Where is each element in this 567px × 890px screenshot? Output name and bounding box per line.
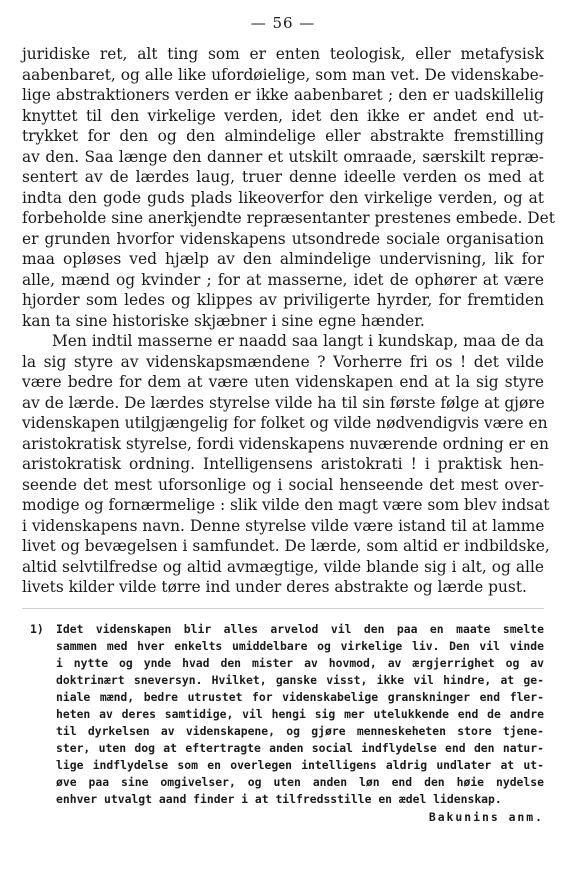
footnote <box>22 621 544 826</box>
footnote-line: doktrinært sneversyn. Hvilket, ganske visst, ikke vil hindre, at ge- <box>56 672 544 687</box>
footnote-signature: Bakunins anm. <box>428 809 544 824</box>
paragraph-line: er grunden hvorfor videnskapens utsondrede sociale organisation <box>22 229 544 248</box>
footnote-line: øve paa sine omgivelser, og uten anden løn end den høie nydelse <box>56 775 544 790</box>
footnote-line: Idet videnskapen blir alles arvelod vil den paa en maate smelte <box>56 621 544 636</box>
paragraph-line: aristokratisk ordning. Intelligensens aristokrati ! i praktisk hen- <box>22 455 544 473</box>
paragraph-line: Men indtil masserne er naadd saa langt i kundskap, maa de da <box>52 332 544 350</box>
paragraph-line: indta den gode guds plads likeoverfor den virkelige verden, og at <box>22 188 544 207</box>
footnote-separator <box>22 608 544 609</box>
footnote-body <box>56 621 544 809</box>
paragraph-line: lige abstraktioners verden er ikke aabenbaret ; den er uadskillelig <box>22 86 544 104</box>
paragraph-line: forbeholde sine anerkjendte repræsentanter prestenes embede. Det <box>22 209 555 227</box>
paragraph-2 <box>22 331 550 598</box>
paragraph-1 <box>22 44 555 331</box>
footnote-line: niale mænd, bedre utrustet for videnskabelige granskninger end fler- <box>56 689 544 704</box>
paragraph-line: la sig styre av videnskapsmændene ? Vorherre fri os ! det vilde <box>22 352 544 371</box>
paragraph-line: videnskapen utilgjængelig for folket og vilde nødvendigvis være en <box>22 414 548 432</box>
footnote-line: i nytte og ynde hvad den mister av hovmod, av ærgjerrighet og av <box>56 655 544 670</box>
paragraph-line: sentert av de lærdes laug, truer denne ideelle verden os med at <box>22 168 544 186</box>
paragraph-line: maa opløses ved hjælp av den almindelige undervisning, lik for <box>22 250 544 268</box>
footnote-line: heten av deres samtidige, vil hengi sig mer utelukkende end de andre <box>56 706 544 721</box>
paragraph-line: aristokratisk styrelse, fordi videnskapens nuværende ordning er en <box>22 434 549 453</box>
main-text <box>22 44 555 598</box>
page-number: — 56 — <box>250 14 316 32</box>
paragraph-line: altid selvtilfredse og altid avmægtige, vilde blande sig i alt, og alle <box>22 557 544 576</box>
footnote-line: til dyrkelsen av videnskapene, og gjøre menneskeheten store tjene- <box>56 724 544 739</box>
footnote-line: ster, uten dog at eftertragte anden social indflydelse end den natur- <box>56 741 544 756</box>
paragraph-line: seende det mest uforsonlige og i social henseende det mest over- <box>22 475 544 494</box>
footnote-line: enhver utvalgt aand finder i at tilfredsstille en ædel lidenskap. <box>56 792 502 807</box>
paragraph-line: hjorder som ledes og klippes av priviligerte hyrder, for fremtiden <box>22 291 544 309</box>
paragraph-line: alle, mænd og kvinder ; for at masserne, idet de ophører at være <box>22 270 544 289</box>
paragraph-line: trykket for den og den almindelige eller abstrakte fremstilling <box>22 127 544 145</box>
paragraph-line: livet og bevægelsen i samfundet. De lærde, som altid er indbildske, <box>22 537 550 555</box>
paragraph-line: knyttet til den virkelige verden, idet den ikke er andet end ut- <box>22 106 544 125</box>
paragraph-line: i videnskapens navn. Denne styrelse vilde være istand til at lamme <box>22 516 545 535</box>
footnote-line: sammen med hver enkelts umiddelbare og virkelige liv. Den vil vinde <box>56 638 544 653</box>
paragraph-line: av de lærde. De lærdes styrelse vilde ha til sin første følge at gjøre <box>22 393 545 412</box>
book-page <box>22 14 555 826</box>
paragraph-line: juridiske ret, alt ting som er enten teologisk, eller metafysisk <box>22 45 544 63</box>
paragraph-line: livets kilder vilde tørre ind under deres abstrakte og lærde pust. <box>22 578 527 596</box>
paragraph-line: modige og fornærmelige : slik vilde den magt være som blev indsat <box>22 496 550 514</box>
paragraph-line: kan ta sine historiske skjæbner i sine egne hænder. <box>22 311 425 330</box>
footnote-marker: 1) <box>30 621 44 636</box>
paragraph-line: være bedre for dem at være uten videnskapen end at la sig styre <box>22 373 544 391</box>
paragraph-line: av den. Saa længe den danner et utskilt omraade, særskilt repræ- <box>22 147 544 166</box>
paragraph-line: aabenbaret, og alle like ufordøielige, som man vet. De videnskabe- <box>22 65 544 84</box>
footnote-line: lige indflydelse som en overlegen intelligens aldrig undlater at ut- <box>56 758 544 773</box>
